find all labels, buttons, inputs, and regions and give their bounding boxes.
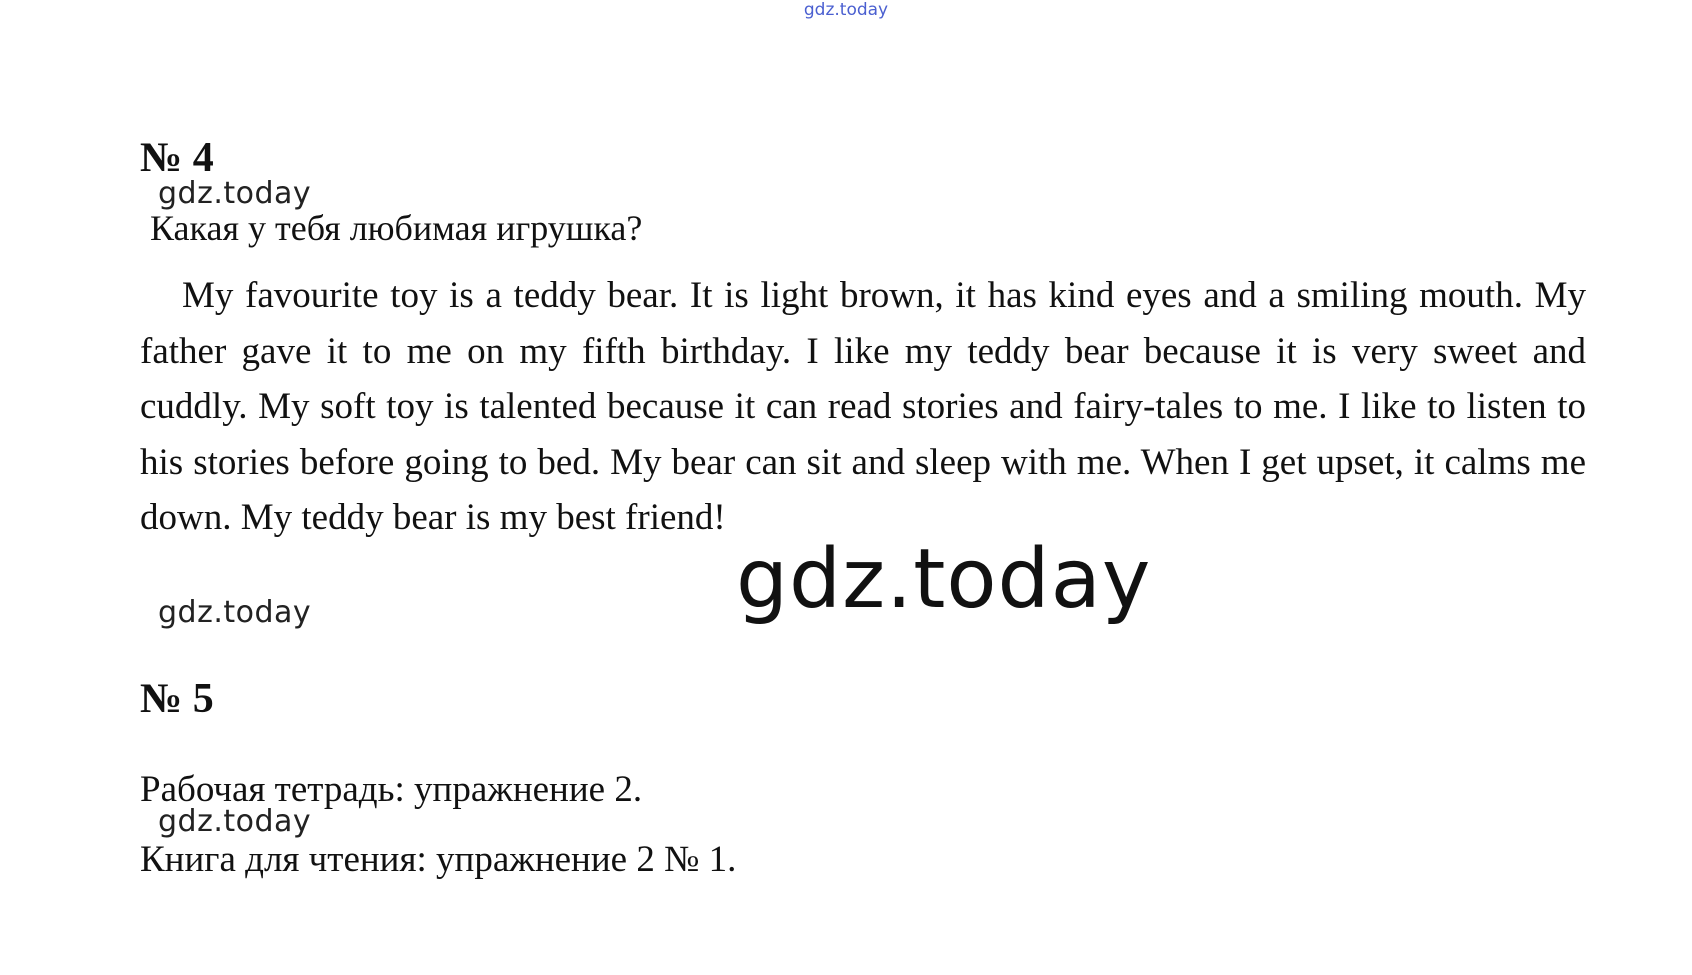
watermark-top: gdz.today — [803, 0, 889, 20]
exercise-4-number: № 4 — [140, 135, 214, 181]
watermark-small: gdz.today — [158, 595, 312, 630]
exercise-5-number: № 5 — [140, 676, 214, 722]
exercise-4-question: Какая у тебя любимая игрушка? — [150, 208, 643, 248]
watermark-large: gdz.today — [736, 532, 1152, 627]
watermark-small: gdz.today — [158, 176, 312, 211]
exercise-5-workbook: Рабочая тетрадь: упражнение 2. — [140, 769, 643, 810]
exercise-4-answer: My favourite toy is a teddy bear. It is light brown, it has kind eyes and a smiling mouth. My father gave it to me on my fifth birthday. I like my teddy bear because it is very sweet and cuddly. My soft toy is talented because it can read stories and fairy-tales to me. I like to listen to his stories before going to bed. My bear can sit and sleep with me. When I get upset, it calms me down. My teddy bear is my best friend! — [140, 275, 1586, 538]
exercise-5-reader: Книга для чтения: упражнение 2 № 1. — [140, 839, 737, 880]
watermark-small: gdz.today — [158, 804, 312, 839]
